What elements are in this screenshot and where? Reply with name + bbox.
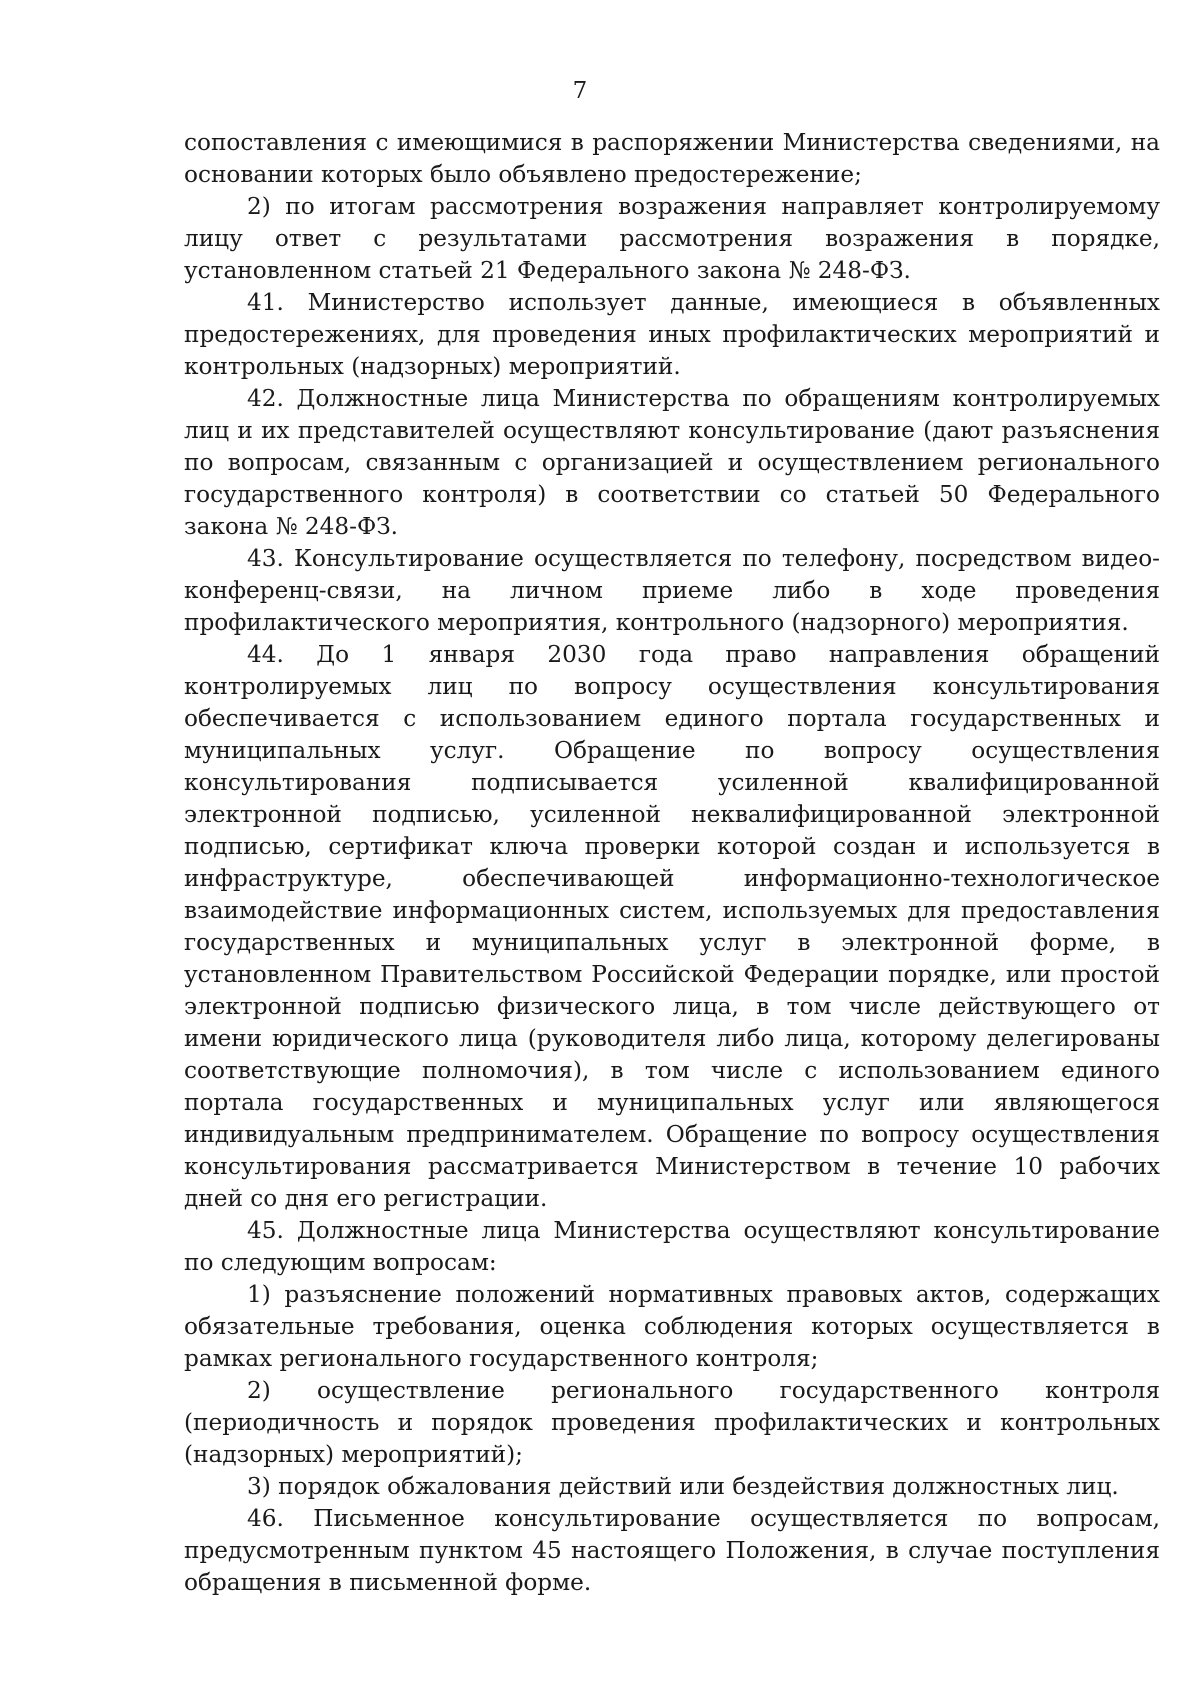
paragraph-42: 42. Должностные лица Министерства по обращениям контролируемых лиц и их представителей осуществляют консультирование (дают разъяснения по вопросам, связанным с организацией и осуществлением регионального государственного контроля) в соответствии со статьей 50 Федерального закона № 248-ФЗ. — [184, 385, 1160, 540]
paragraph-41: 41. Министерство использует данные, имеющиеся в объявленных предостережениях, для проведения иных профилактических мероприятий и контрольных (надзорных) мероприятий. — [184, 289, 1160, 380]
paragraph-45-item-3: 3) порядок обжалования действий или бездействия должностных лиц. — [247, 1473, 1119, 1500]
paragraph-item-40-2: 2) по итогам рассмотрения возражения направляет контролируемому лицу ответ с результатами рассмотрения возражения в порядке, установленном статьей 21 Федерального закона № 248-ФЗ. — [184, 193, 1160, 284]
paragraph-44: 44. До 1 января 2030 года право направления обращений контролируемых лиц по вопросу осуществления консультирования обеспечивается с использованием единого портала государственных и муниципальных услуг. Обращение по вопросу осуществления консультирования подписывается усиленной квалифицированной электронной подписью, усиленной неквалифицированной электронной подписью, сертификат ключа проверки которой создан и используется в инфраструктуре, обеспечивающей информационно-технологическое взаимодействие информационных систем, используемых для предоставления государственных и муниципальных услуг в электронной форме, в установленном Правительством Российской Федерации порядке, или простой электронной подписью физического лица, в том числе действующего от имени юридического лица (руководителя либо лица, которому делегированы соответствующие полномочия), в том числе с использованием единого портала государственных и муниципальных услуг или являющегося индивидуальным предпринимателем. Обращение по вопросу осуществления консультирования рассматривается Министерством в течение 10 рабочих дней со дня его регистрации. — [184, 641, 1160, 1212]
paragraph-46: 46. Письменное консультирование осуществляется по вопросам, предусмотренным пунктом 45 настоящего Положения, в случае поступления обращения в письменной форме. — [184, 1505, 1160, 1596]
paragraph-continuation: сопоставления с имеющимися в распоряжении Министерства сведениями, на основании которых было объявлено предостережение; — [184, 129, 1160, 188]
paragraph-45-item-2: 2) осуществление регионального государственного контроля (периодичность и порядок проведения профилактических и контрольных (надзорных) мероприятий); — [184, 1377, 1160, 1468]
paragraph-45: 45. Должностные лица Министерства осуществляют консультирование по следующим вопросам: — [184, 1217, 1160, 1276]
page-number: 7 — [572, 78, 588, 104]
document-body — [184, 127, 1160, 1599]
paragraph-45-item-1: 1) разъяснение положений нормативных правовых актов, содержащих обязательные требования, оценка соблюдения которых осуществляется в рамках регионального государственного контроля; — [184, 1281, 1160, 1372]
paragraph-43: 43. Консультирование осуществляется по телефону, посредством видео-конференц-связи, на личном приеме либо в ходе проведения профилактического мероприятия, контрольного (надзорного) мероприятия. — [184, 545, 1160, 636]
